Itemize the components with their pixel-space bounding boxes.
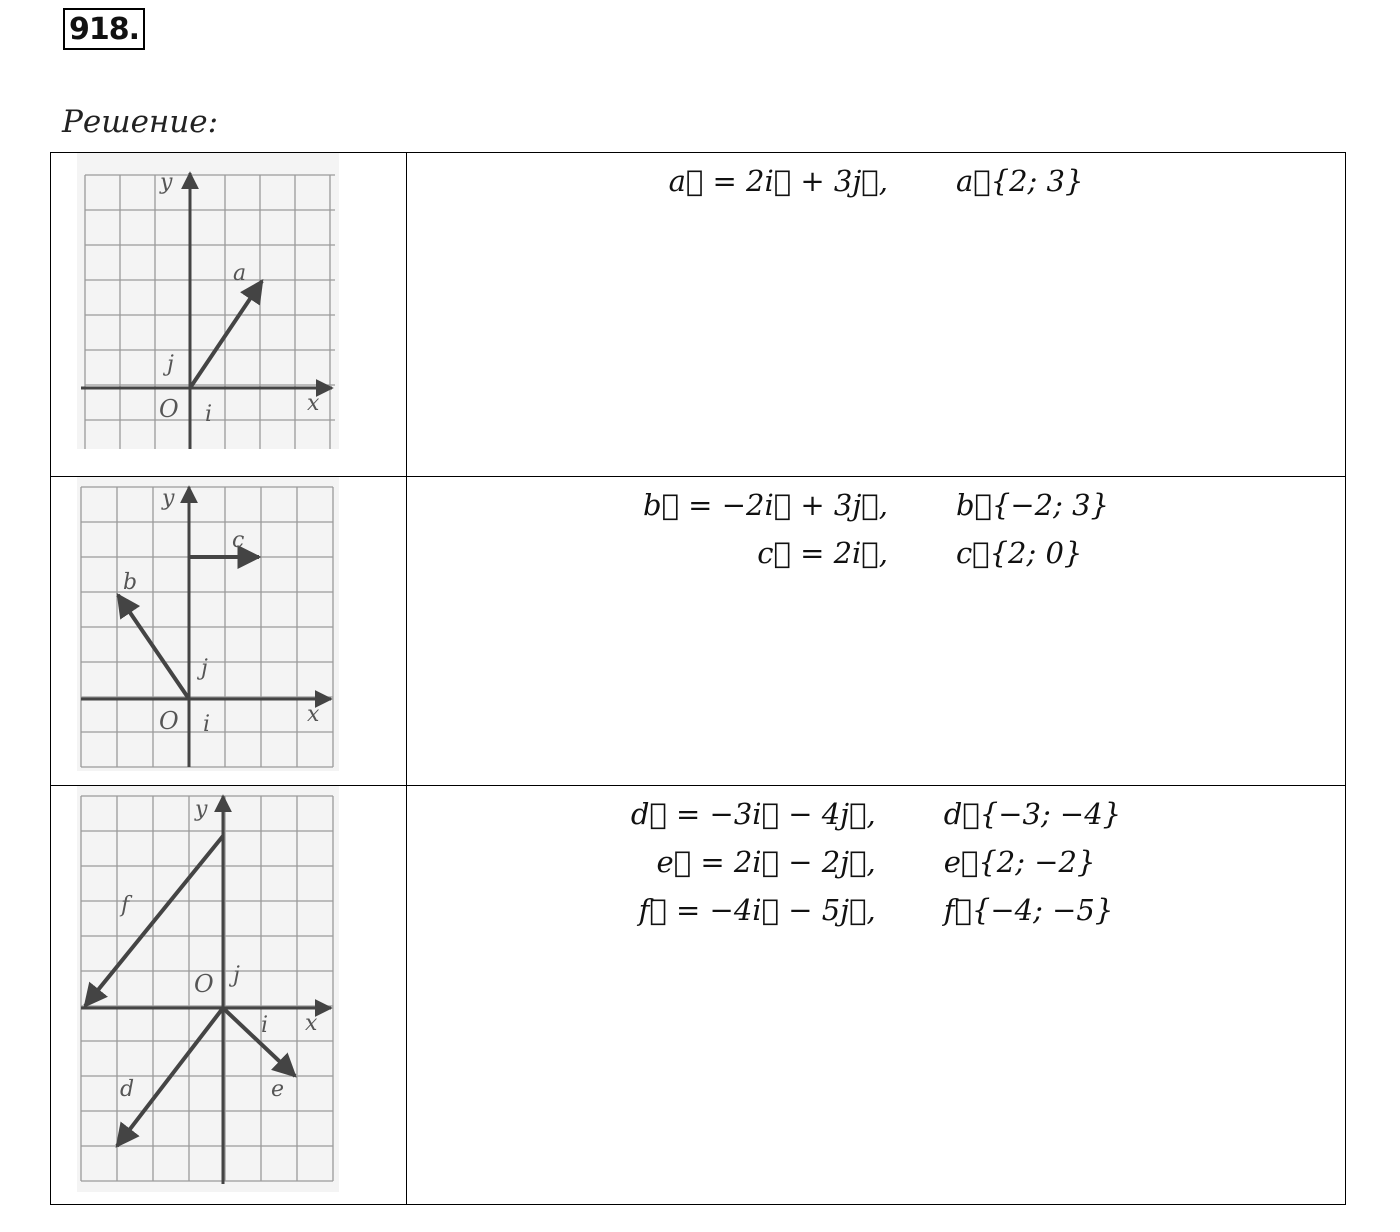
equation-list — [407, 161, 1345, 201]
vector-f-label: f — [121, 893, 130, 918]
equation-list — [407, 794, 1345, 930]
vector-c-label: c — [232, 528, 245, 553]
vector-coordinates: c⃗{2; 0} — [955, 536, 1083, 570]
equation-list — [407, 485, 1345, 573]
vector-expansion: a⃗ = 2i⃗ + 3j⃗, — [668, 164, 888, 198]
vector-e-label: e — [271, 1077, 285, 1102]
unit-i-label: i — [205, 402, 213, 427]
unit-j-label: j — [201, 656, 208, 681]
solution-label: Решение: — [62, 104, 219, 140]
origin-label: O — [159, 395, 179, 423]
vector-b-label: b — [123, 570, 138, 595]
vector-figure-a — [77, 153, 339, 449]
equations-cell — [407, 786, 1346, 1205]
unit-i-label: i — [261, 1013, 269, 1038]
problem-number: 918. — [63, 8, 145, 50]
figure-cell — [51, 786, 407, 1205]
solution-table — [50, 152, 1346, 1205]
y-axis-label: y — [162, 486, 175, 511]
vector-expansion: f⃗ = −4i⃗ − 5j⃗, — [638, 893, 876, 927]
figure-cell — [51, 153, 407, 477]
y-axis-label: y — [160, 170, 173, 195]
vector-expansion: c⃗ = 2i⃗, — [757, 536, 888, 570]
unit-j-label: j — [167, 352, 174, 377]
unit-i-label: i — [203, 712, 211, 737]
origin-label: O — [194, 970, 214, 998]
y-axis-label: y — [195, 797, 208, 822]
vector-figure-bc — [77, 477, 339, 771]
vector-coordinates: e⃗{2; −2} — [943, 845, 1096, 879]
vector-coordinates: f⃗{−4; −5} — [943, 893, 1114, 927]
vector-coordinates: a⃗{2; 3} — [955, 164, 1084, 198]
unit-j-label: j — [233, 963, 240, 988]
table-row — [51, 153, 1346, 477]
vector-figure-def — [77, 786, 339, 1192]
vector-expansion: d⃗ = −3i⃗ − 4j⃗, — [630, 797, 876, 831]
vector-expansion: e⃗ = 2i⃗ − 2j⃗, — [656, 845, 876, 879]
table-row — [51, 786, 1346, 1205]
vector-a-label: a — [233, 261, 247, 286]
origin-label: O — [159, 707, 179, 735]
vector-coordinates: b⃗{−2; 3} — [955, 488, 1109, 522]
vector-expansion: b⃗ = −2i⃗ + 3j⃗, — [643, 488, 888, 522]
x-axis-label: x — [307, 702, 320, 727]
x-axis-label: x — [305, 1011, 318, 1036]
table-row — [51, 477, 1346, 786]
vector-coordinates: d⃗{−3; −4} — [943, 797, 1122, 831]
figure-cell — [51, 477, 407, 786]
vector-d-label: d — [120, 1077, 135, 1102]
x-axis-label: x — [307, 391, 320, 416]
equations-cell — [407, 477, 1346, 786]
vector-a — [190, 281, 262, 388]
equations-cell — [407, 153, 1346, 477]
vector-e — [223, 1008, 295, 1076]
